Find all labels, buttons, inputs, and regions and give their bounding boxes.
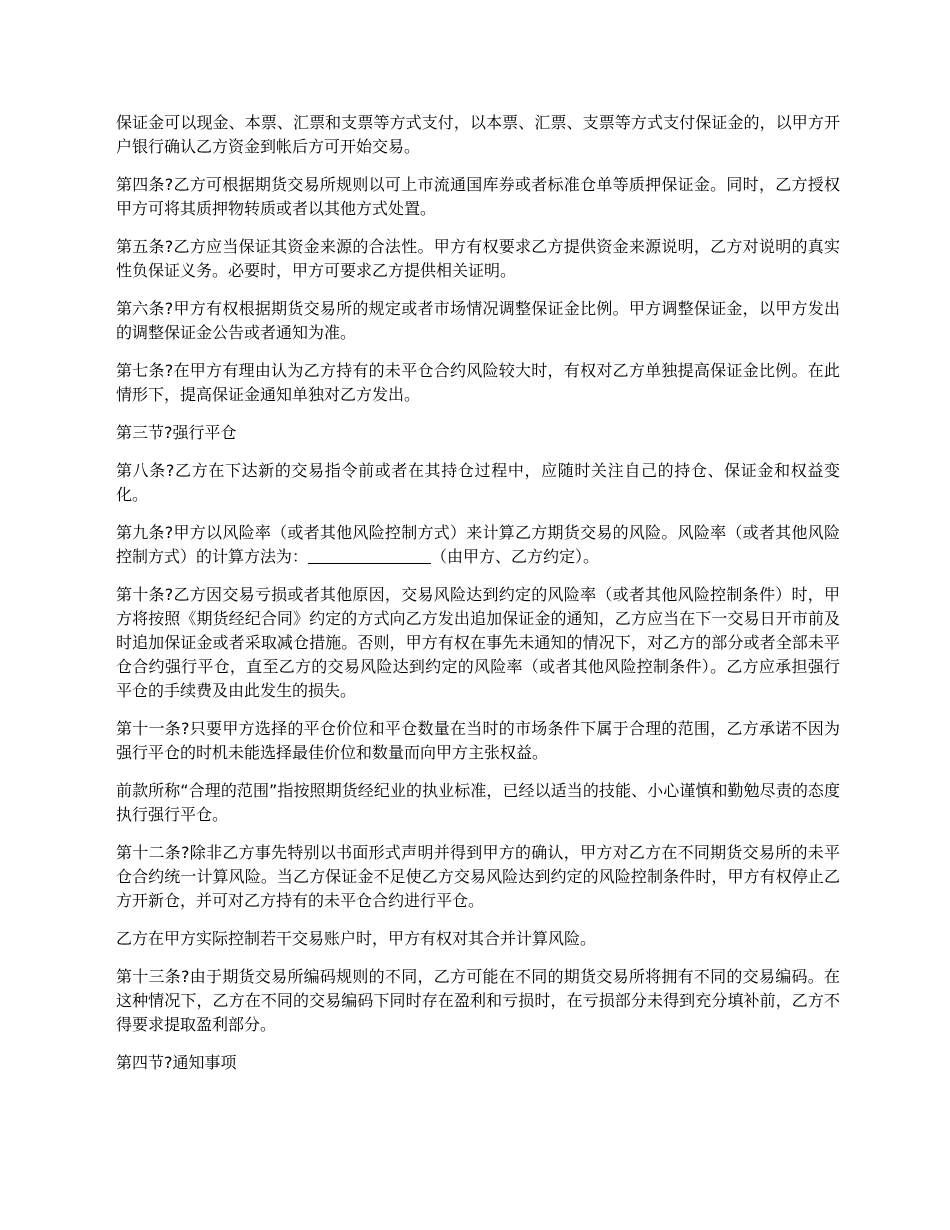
paragraph-article-11: 第十一条?只要甲方选择的平仓价位和平仓数量在当时的市场条件下属于合理的范围，乙方承诺不因为强行平仓的时机未能选择最佳价位和数量而向甲方主张权益。 [116, 719, 840, 762]
paragraph-article-8: 第八条?乙方在下达新的交易指令前或者在其持仓过程中，应随时关注自己的持仓、保证金和权益变化。 [116, 461, 840, 504]
paragraph-article-13: 第十三条?由于期货交易所编码规则的不同，乙方可能在不同的期货交易所将拥有不同的交易编码。在这种情况下，乙方在不同的交易编码下同时存在盈利和亏损时，在亏损部分未得到充分填补前，乙方不得要求提取盈利部分。 [116, 967, 840, 1034]
paragraph-article-9 [116, 521, 840, 569]
article-9-text-before: 第九条?甲方以风险率（或者其他风险控制方式）来计算乙方期货交易的风险。风险率（或者其他风险控制方式）的计算方法为： [116, 523, 840, 566]
paragraph-reasonable-range: 前款所称“合理的范围”指按照期货经纪业的执业标准，已经以适当的技能、小心谨慎和勤勉尽责的态度执行强行平仓。 [116, 781, 840, 824]
article-9-text-after: （由甲方、乙方约定）。 [431, 547, 600, 566]
paragraph-article-5: 第五条?乙方应当保证其资金来源的合法性。甲方有权要求乙方提供资金来源说明，乙方对说明的真实性负保证义务。必要时，甲方可要求乙方提供相关证明。 [116, 237, 840, 280]
paragraph-article-12: 第十二条?除非乙方事先特别以书面形式声明并得到甲方的确认，甲方对乙方在不同期货交易所的未平仓合约统一计算风险。当乙方保证金不足使乙方交易风险达到约定的风险控制条件时，甲方有权停止乙方开新仓，并可对乙方持有的未平仓合约进行平仓。 [116, 843, 840, 910]
fill-in-blank [308, 545, 431, 564]
paragraph-article-7: 第七条?在甲方有理由认为乙方持有的未平仓合约风险较大时，有权对乙方单独提高保证金比例。在此情形下，提高保证金通知单独对乙方发出。 [116, 361, 840, 404]
document-page [116, 111, 840, 1089]
section-heading-3: 第三节?强行平仓 [116, 423, 237, 442]
paragraph-article-10: 第十条?乙方因交易亏损或者其他原因，交易风险达到约定的风险率（或者其他风险控制条件）时，甲方将按照《期货经纪合同》约定的方式向乙方发出追加保证金的通知，乙方应当在下一交易日开市前及时追加保证金或者采取减仓措施。否则，甲方有权在事先未通知的情况下，对乙方的部分或者全部未平仓合约强行平仓，直至乙方的交易风险达到约定的风险率（或者其他风险控制条件）。乙方应承担强行平仓的手续费及由此发生的损失。 [116, 585, 840, 700]
paragraph-article-4: 第四条?乙方可根据期货交易所规则以可上市流通国库券或者标准仓单等质押保证金。同时，乙方授权甲方可将其质押物转质或者以其他方式处置。 [116, 175, 840, 218]
paragraph-combined-risk: 乙方在甲方实际控制若干交易账户时，甲方有权对其合并计算风险。 [116, 929, 597, 948]
paragraph-margin-payment: 保证金可以现金、本票、汇票和支票等方式支付，以本票、汇票、支票等方式支付保证金的，以甲方开户银行确认乙方资金到帐后方可开始交易。 [116, 113, 840, 156]
section-heading-4: 第四节?通知事项 [116, 1053, 237, 1072]
paragraph-article-6: 第六条?甲方有权根据期货交易所的规定或者市场情况调整保证金比例。甲方调整保证金，以甲方发出的调整保证金公告或者通知为准。 [116, 299, 840, 342]
